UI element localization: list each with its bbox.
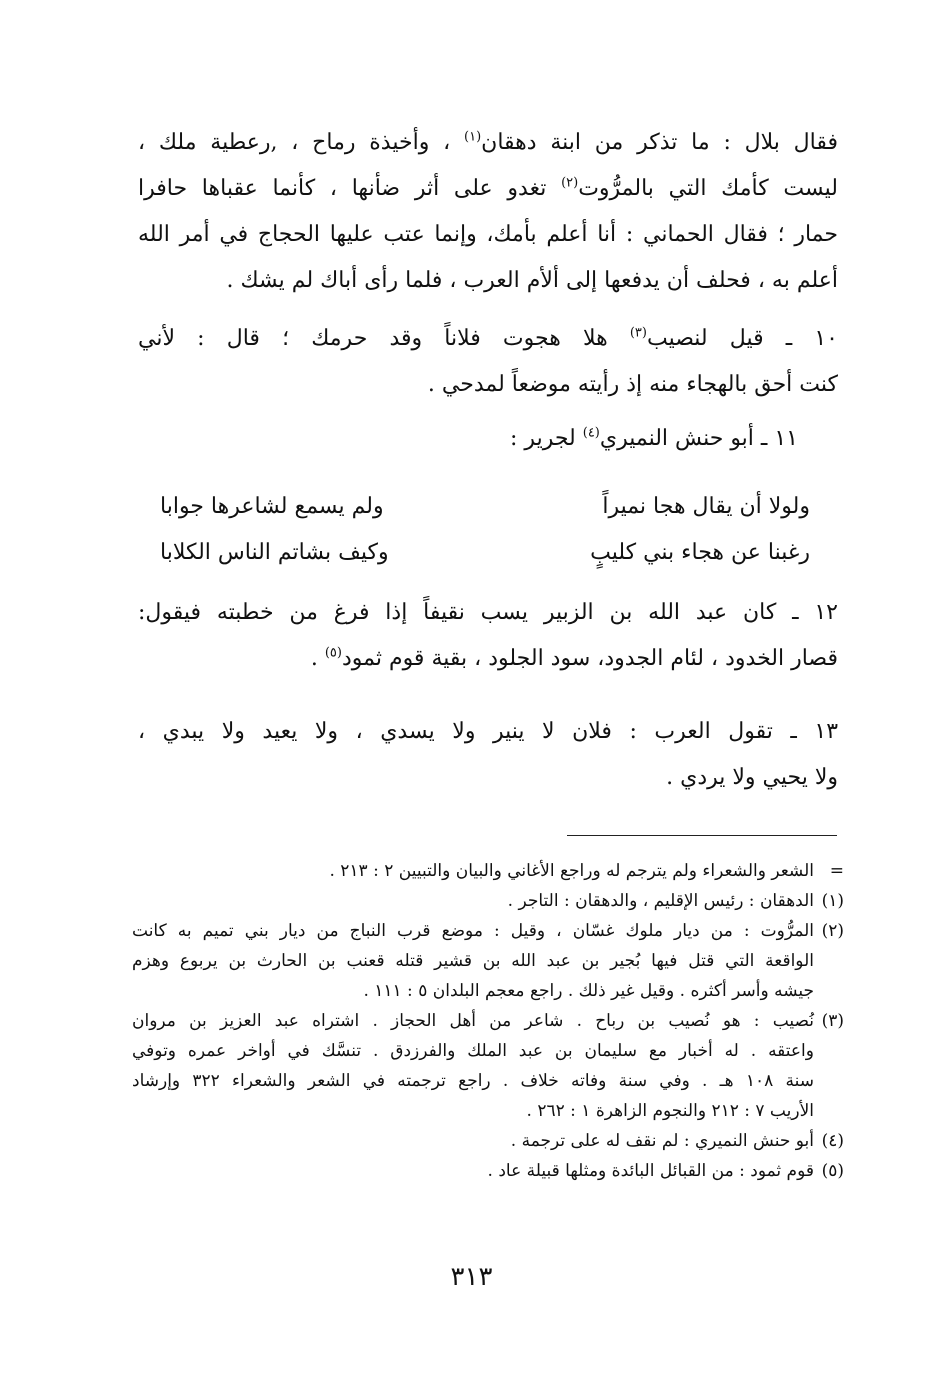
footnote-line: الشعر والشعراء ولم يترجم له وراجع الأغاني والبيان والتبيين ٢ : ٢١٣ . (329, 861, 814, 881)
footnote-number: (٢) (821, 921, 844, 941)
footnote-4 (132, 1126, 844, 1156)
text-line: ١٣ ـ تقول العرب : فلان لا ينير ولا يسدي ، ولا يعيد ولا يبدي ، (138, 719, 839, 744)
text-line (138, 316, 838, 362)
text-segment: فقال بلال : ما تذكر من ابنة دهقان (481, 130, 838, 155)
footnote-3 (132, 1006, 844, 1126)
text-line: حمار ؛ فقال الحماني : أنا أعلم بأمك، وإنما عتب عليها الحجاج في أمر الله (138, 222, 838, 247)
poem-verse (160, 530, 810, 576)
text-line (138, 636, 838, 682)
text-line: ١٢ ـ كان عبد الله بن الزبير يسب نقيفاً إذا فرغ من خطبته فيقول: (138, 600, 838, 625)
footnote-line: قوم ثمود : من القبائل البائدة ومثلها قبيلة عاد . (487, 1161, 814, 1181)
paragraph-10 (138, 316, 838, 408)
verse-second-hemistich: وكيف بشاتم الناس الكلابا (160, 540, 389, 565)
text-segment: ١٠ ـ قيل لنصيب (646, 326, 838, 351)
paragraph-11 (138, 416, 838, 462)
footnote-line: المرُّوت : من ديار ملوك غسّان ، وقيل : موضع قرب النباج من ديار بني تميم به كانت (132, 921, 815, 941)
footnote-continuation (132, 856, 844, 886)
footnotes (132, 856, 844, 1186)
text-segment: ليست كأمك التي بالمرُّوت (578, 176, 838, 201)
text-segment: . (310, 646, 325, 671)
footnote-ref: (٥) (324, 645, 342, 661)
text-segment: تغدو على أثر ضأنها ، كأنما عقباها حافرا (138, 176, 562, 201)
footnote-line: الأريب ٧ : ٢١٢ والنجوم الزاهرة ١ : ٢٦٢ . (526, 1101, 814, 1121)
footnote-ref: (١) (464, 129, 482, 145)
footnote-ref: (٣) (629, 325, 647, 341)
verse-first-hemistich: رغبنا عن هجاء بني كليبٍ (590, 540, 810, 565)
footnote-line: سنة ١٠٨ هـ . وفي سنة وفاته خلاف . راجع ترجمته في الشعر والشعراء ٣٢٢ وإرشاد (132, 1071, 814, 1091)
text-line (138, 120, 838, 166)
text-line (138, 416, 838, 462)
footnote-line: واعتقه . له أخبار مع سليمان بن عبد الملك والفرزدق . تنسَّك في أواخر عمره وتوفي (132, 1041, 814, 1061)
footnote-line: جيشه وأسر أكثره . وقيل غير ذلك . راجع معجم البلدان ٥ : ١١١ . (363, 981, 814, 1001)
text-segment: لجرير : (510, 426, 583, 451)
text-line: أعلم به ، فحلف أن يدفعها إلى ألأم العرب ، فلما رأى أباك لم يشك . (226, 268, 838, 293)
footnote-number: (٤) (821, 1131, 844, 1151)
footnote-5 (132, 1156, 844, 1186)
verse-second-hemistich: ولم يسمع لشاعرها جوابا (160, 494, 384, 519)
footnote-separator (567, 835, 837, 836)
poem-verse (160, 484, 810, 530)
text-segment: ١١ ـ أبو حنش النميري (599, 426, 798, 451)
footnote-line: الدهقان : رئيس الإقليم ، والدهقان : التاجر . (507, 891, 814, 911)
text-segment: قصار الخدود ، لئام الجدود، سود الجلود ، بقية قوم ثمود (341, 646, 838, 671)
paragraph-12 (138, 590, 838, 682)
text-line: كنت أحق بالهجاء منه إذ رأيته موضعاً لمدحي . (427, 372, 838, 397)
text-segment: ، وأخيذة رماح ، ,رعطية ملك ، (138, 130, 465, 155)
text-line (138, 166, 838, 212)
footnote-number: (١) (821, 891, 844, 911)
footnote-line: نُصيب : هو نُصيب بن رباح . شاعر من أهل الحجاز . اشتراه عبد العزيز بن مروان (132, 1011, 814, 1031)
page-number: ٣١٣ (450, 1262, 493, 1292)
verse-first-hemistich: ولولا أن يقال هجا نميراً (602, 494, 810, 519)
paragraph-13 (138, 709, 838, 801)
footnote-ref: (٢) (561, 175, 579, 191)
footnote-number: (٣) (821, 1011, 844, 1031)
footnote-line: الواقعة التي قتل فيها بُجير بن عبد الله بن قشير قتله قعنب بن الحارث بن يربوع وهزم (132, 951, 814, 971)
footnote-1 (132, 886, 844, 916)
poem (160, 484, 810, 576)
footnote-ref: (٤) (582, 425, 600, 441)
text-segment: هلا هجوت فلاناً وقد حرمك ؛ قال : لأني (138, 326, 630, 351)
footnote-2 (132, 916, 844, 1006)
footnote-number: (٥) (821, 1161, 844, 1181)
paragraph-bilal (138, 120, 838, 304)
continuation-mark: = (829, 861, 844, 881)
footnote-line: أبو حنش النميري : لم نقف له على ترجمة . (510, 1131, 814, 1151)
text-line: ولا يحيي ولا يردي . (666, 765, 838, 790)
